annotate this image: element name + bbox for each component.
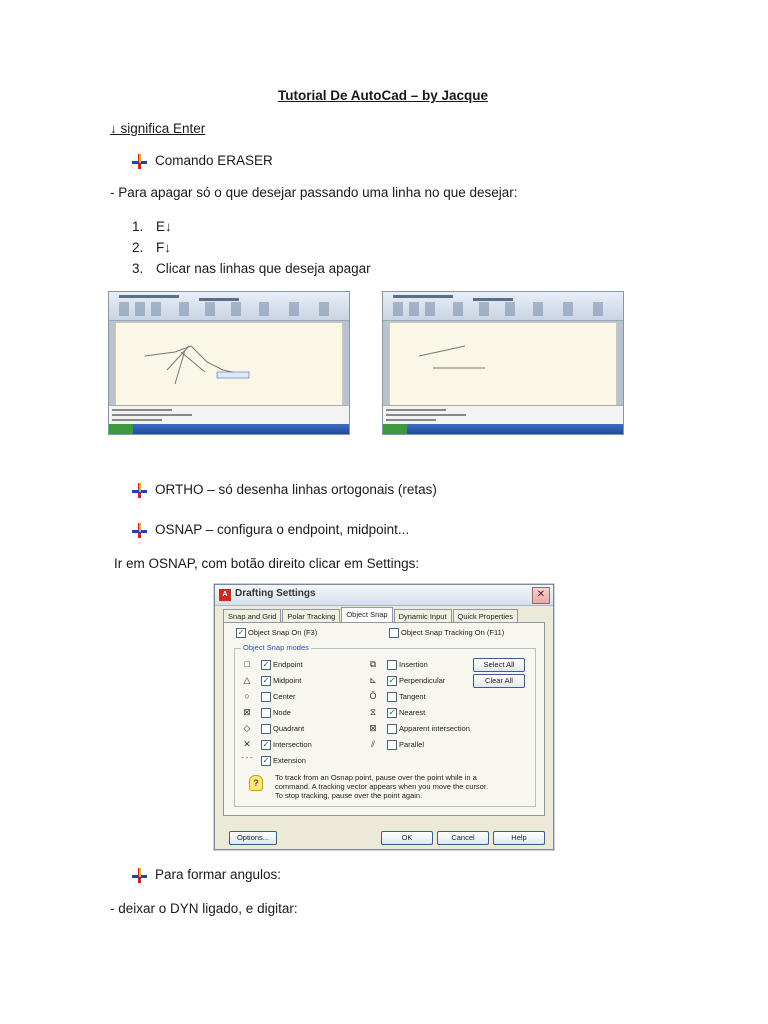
help-button[interactable]: Help xyxy=(493,831,545,845)
intersection-label: Intersection xyxy=(273,740,312,749)
insertion-label: Insertion xyxy=(399,660,428,669)
dialog-titlebar xyxy=(215,585,553,606)
object-snap-on-label: Object Snap On (F3) xyxy=(248,628,318,637)
endpoint-label: Endpoint xyxy=(273,660,303,669)
tab-quick-properties[interactable]: Quick Properties xyxy=(453,609,518,623)
extension-checkbox[interactable]: ✓ xyxy=(262,756,270,765)
object-snap-on-checkbox[interactable]: ✓ xyxy=(237,628,245,637)
cancel-button[interactable]: Cancel xyxy=(437,831,489,845)
tab-dynamic-input[interactable]: Dynamic Input xyxy=(394,609,452,623)
endpoint-icon: □ xyxy=(244,659,250,669)
lightbulb-icon: ? xyxy=(249,775,263,791)
taskbar xyxy=(383,424,623,434)
tangent-label: Tangent xyxy=(399,692,426,701)
command-line xyxy=(383,405,623,424)
endpoint-checkbox[interactable]: ✓ xyxy=(262,660,270,669)
ok-button[interactable]: OK xyxy=(381,831,433,845)
node-checkbox[interactable] xyxy=(261,708,271,718)
apparent-intersection-checkbox[interactable] xyxy=(387,724,397,734)
step-number: 3. xyxy=(132,261,144,276)
perpendicular-checkbox[interactable]: ✓ xyxy=(388,676,396,685)
nearest-checkbox[interactable]: ✓ xyxy=(388,708,396,717)
bullet-icon xyxy=(132,154,147,169)
command-line xyxy=(109,405,349,424)
options-button[interactable]: Options... xyxy=(229,831,277,845)
node-label: Node xyxy=(273,708,291,717)
tab-polar-tracking[interactable]: Polar Tracking xyxy=(282,609,340,623)
tangent-icon: Ō xyxy=(369,691,377,701)
tab-strip xyxy=(223,609,519,623)
intersection-checkbox[interactable]: ✓ xyxy=(262,740,270,749)
tip-line: command. A tracking vector appears when you move the cursor. xyxy=(275,782,489,791)
select-all-button[interactable]: Select All xyxy=(473,658,525,672)
center-label: Center xyxy=(273,692,296,701)
enter-legend: ↓ significa Enter xyxy=(110,121,206,136)
step-number: 2. xyxy=(132,240,144,255)
autocad-screenshot-before xyxy=(108,291,350,435)
step-item xyxy=(132,260,371,278)
parallel-icon: ⫽ xyxy=(370,739,375,749)
osnap-heading: OSNAP – configura o endpoint, midpoint... xyxy=(155,522,410,537)
bullet-icon xyxy=(132,868,147,883)
clear-all-button[interactable]: Clear All xyxy=(473,674,525,688)
angles-heading: Para formar angulos: xyxy=(155,867,282,882)
center-checkbox[interactable] xyxy=(261,692,271,702)
midpoint-icon: △ xyxy=(243,675,251,685)
nearest-label: Nearest xyxy=(399,708,426,717)
object-snap-modes-group xyxy=(234,643,536,807)
parallel-checkbox[interactable] xyxy=(387,740,397,750)
object-snap-panel xyxy=(223,622,545,816)
bullet-icon xyxy=(132,523,147,538)
apparent-intersection-icon: ⊠ xyxy=(369,723,377,733)
step-text: E↓ xyxy=(156,219,172,234)
step-text: F↓ xyxy=(156,240,171,255)
tab-snap-and-grid[interactable]: Snap and Grid xyxy=(223,609,281,623)
bullet-eraser xyxy=(132,152,273,170)
quadrant-icon: ◇ xyxy=(243,723,251,733)
dialog-title: Drafting Settings xyxy=(235,588,316,599)
perpendicular-icon: ⊾ xyxy=(369,675,377,685)
bullet-osnap xyxy=(132,521,409,539)
object-snap-tracking-checkbox[interactable] xyxy=(389,628,399,638)
center-icon: ○ xyxy=(244,691,250,701)
extension-icon: - - - xyxy=(241,755,253,762)
step-item xyxy=(132,239,171,257)
tip-line: To stop tracking, pause over the point again. xyxy=(275,791,423,800)
step-text: Clicar nas linhas que deseja apagar xyxy=(156,261,371,276)
tangent-checkbox[interactable] xyxy=(387,692,397,702)
osnap-description: Ir em OSNAP, com botão direito clicar em Settings: xyxy=(114,556,420,571)
intersection-icon: ✕ xyxy=(243,739,251,749)
insertion-checkbox[interactable] xyxy=(387,660,397,670)
autocad-app-icon: A xyxy=(219,589,231,601)
tab-object-snap[interactable]: Object Snap xyxy=(341,607,392,623)
step-item xyxy=(132,218,172,236)
quadrant-label: Quadrant xyxy=(273,724,305,733)
autocad-screenshot-after xyxy=(382,291,624,435)
parallel-label: Parallel xyxy=(399,740,425,749)
extension-label: Extension xyxy=(273,756,306,765)
midpoint-label: Midpoint xyxy=(273,676,302,685)
insertion-icon: ⧉ xyxy=(369,659,377,669)
taskbar xyxy=(109,424,349,434)
apparent-intersection-label: Apparent intersection xyxy=(399,724,470,733)
ortho-heading: ORTHO – só desenha linhas ortogonais (retas) xyxy=(155,482,437,497)
drafting-settings-dialog xyxy=(214,584,554,850)
bullet-ortho xyxy=(132,481,437,499)
midpoint-checkbox[interactable]: ✓ xyxy=(262,676,270,685)
document-title: Tutorial De AutoCad – by Jacque xyxy=(278,88,489,103)
eraser-description: - Para apagar só o que desejar passando uma linha no que desejar: xyxy=(110,185,518,200)
bullet-icon xyxy=(132,483,147,498)
angles-description: - deixar o DYN ligado, e digitar: xyxy=(110,901,298,916)
group-title: Object Snap modes xyxy=(243,643,309,652)
tip-line: To track from an Osnap point, pause over the point while in a xyxy=(275,773,477,782)
perpendicular-label: Perpendicular xyxy=(399,676,446,685)
object-snap-tracking-label: Object Snap Tracking On (F11) xyxy=(401,628,505,637)
step-number: 1. xyxy=(132,219,144,234)
quadrant-checkbox[interactable] xyxy=(261,724,271,734)
eraser-heading: Comando ERASER xyxy=(155,153,273,168)
nearest-icon: ⧖ xyxy=(369,707,377,717)
bullet-angles xyxy=(132,866,281,884)
close-icon[interactable]: ✕ xyxy=(532,587,550,604)
node-icon: ⊠ xyxy=(243,707,251,717)
